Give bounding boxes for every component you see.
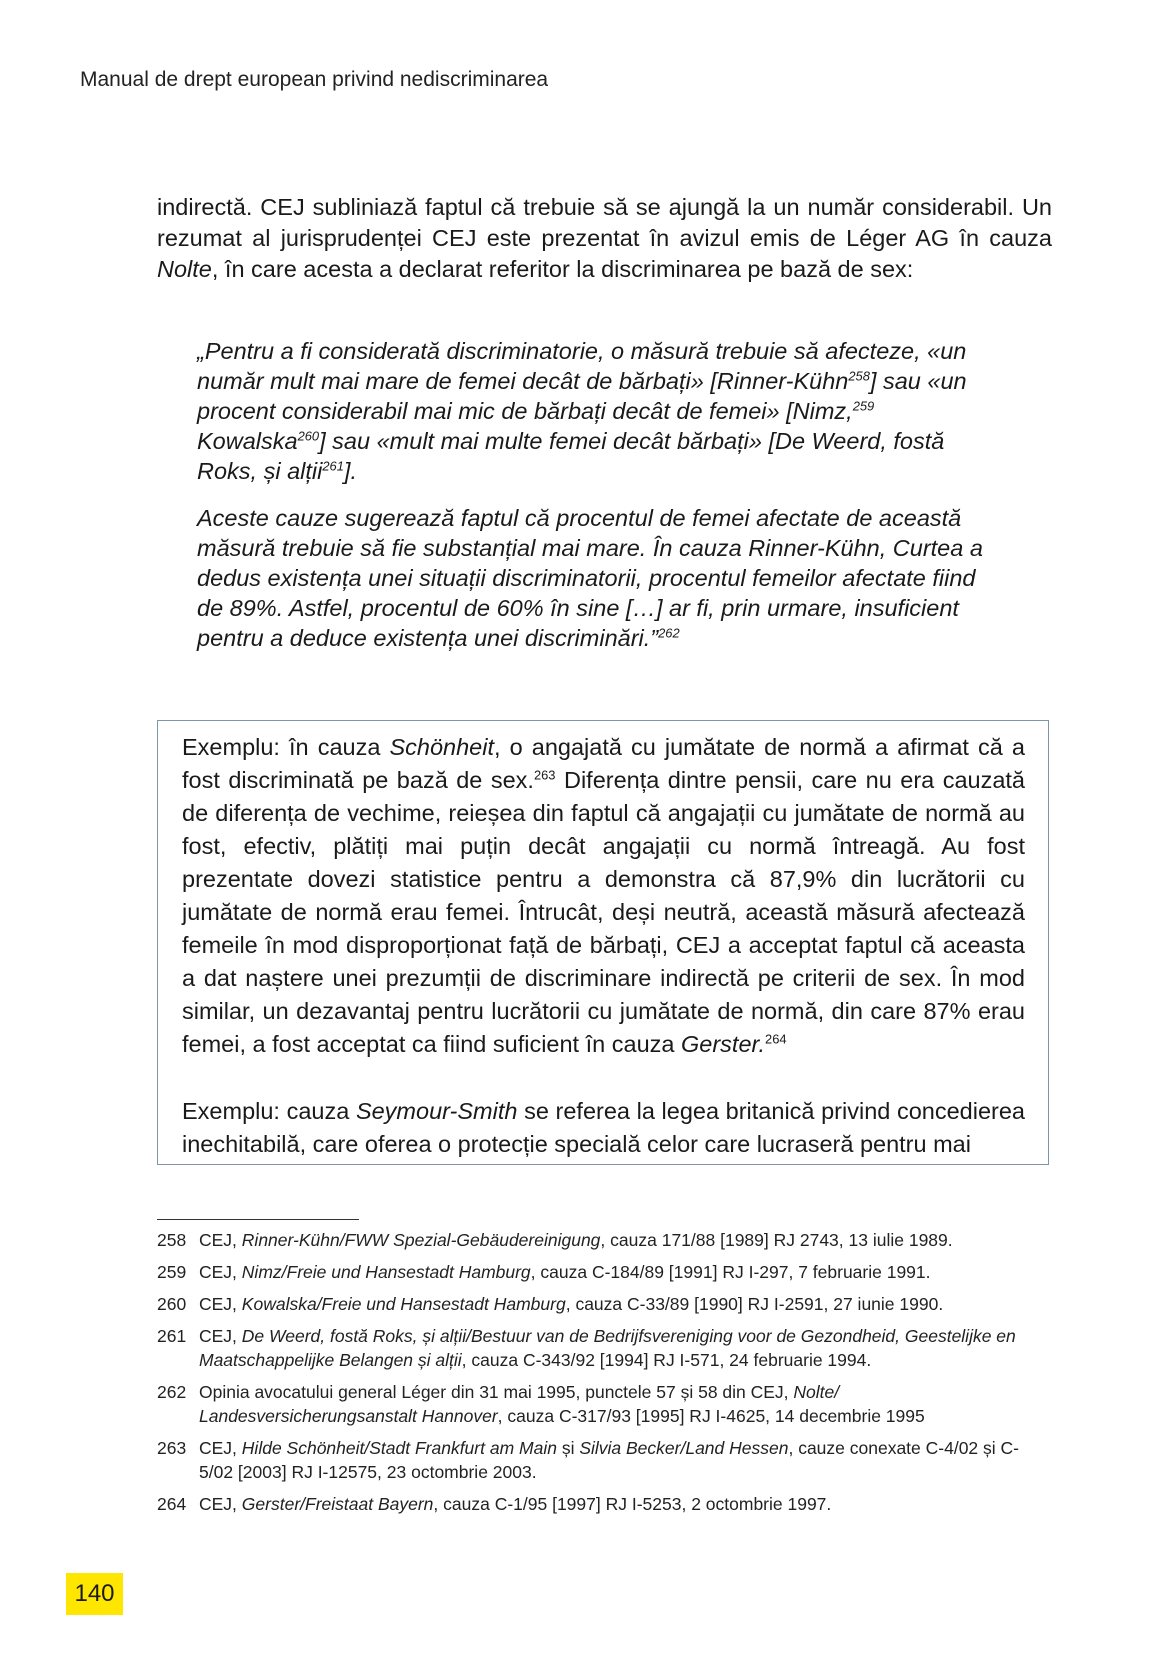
- example-text: Exemplu: cauza: [182, 1098, 356, 1124]
- quote-text: Kowalska: [197, 428, 298, 454]
- fn-part: CEJ,: [199, 1438, 242, 1458]
- fn-case: Kowalska/Freie und Hansestadt Hamburg: [241, 1294, 566, 1314]
- fn-case: Gerster/Freistaat Bayern: [241, 1494, 434, 1514]
- fn-part: Opinia avocatului general Léger din 31 mai 1995, punctele 57 și 58 din CEJ,: [199, 1382, 794, 1402]
- footnote-ref: 259: [852, 398, 875, 414]
- footnote-divider: [157, 1219, 359, 1220]
- footnote-text: [199, 1260, 1052, 1284]
- intro-paragraph: [157, 192, 1052, 285]
- fn-part: , cauza C-184/89 [1991] RJ I-297, 7 februarie 1991.: [530, 1262, 931, 1282]
- footnote-number: 263: [157, 1438, 187, 1458]
- footnote-number: 258: [157, 1230, 187, 1250]
- fn-part: CEJ,: [199, 1326, 242, 1346]
- fn-case: Rinner-Kühn/FWW Spezial-Gebäudereinigung: [241, 1230, 601, 1250]
- fn-part: CEJ,: [199, 1294, 242, 1314]
- fn-case: Nimz/Freie und Hansestadt Hamburg: [241, 1262, 531, 1282]
- fn-case: Silvia Becker/Land Hessen: [579, 1438, 789, 1458]
- quote-text: „Pentru a fi considerată discriminatorie, o măsură trebuie să afecteze, «un număr mult mai mare de femei decât de bărbați» [Rinner-Kühn: [197, 338, 967, 394]
- footnote-number: 259: [157, 1262, 187, 1282]
- footnote-text: [199, 1292, 1052, 1316]
- quote-text: ].: [343, 458, 357, 484]
- footnote-259: [157, 1260, 1052, 1284]
- quote-text: ] sau «un procent considerabil mai mic de bărbați decât de femei» [Nimz,: [197, 368, 967, 424]
- footnote-text: [199, 1436, 1052, 1484]
- footnote-258: [157, 1228, 1052, 1252]
- intro-text: indirectă. CEJ subliniază faptul că trebuie să se ajungă la un număr considerabil. Un rezumat al jurisprudenței CEJ este prezentat în avizul emis de Léger AG în cauza: [157, 194, 1052, 251]
- footnote-number: 262: [157, 1382, 187, 1402]
- running-header: Manual de drept european privind nediscriminarea: [80, 68, 549, 91]
- fn-part: CEJ,: [199, 1494, 242, 1514]
- fn-part: , cauza C-343/92 [1994] RJ I-571, 24 februarie 1994.: [461, 1350, 872, 1370]
- fn-part: CEJ,: [199, 1230, 242, 1250]
- footnotes: [157, 1228, 1052, 1524]
- block-quote: [197, 336, 997, 670]
- fn-part: CEJ,: [199, 1262, 242, 1282]
- example-text: se referea la legea britanică privind concedierea inechitabilă, care oferea o protecție specială celor care lucraseră pentru mai: [182, 1098, 1026, 1157]
- example-case-name: Schönheit: [389, 734, 495, 760]
- footnote-text: [199, 1380, 1052, 1428]
- fn-case: Nolte/ Landesversicherungsanstalt Hannover: [199, 1382, 840, 1426]
- quote-paragraph-2: [197, 503, 997, 653]
- quote-paragraph-1: [197, 336, 997, 486]
- footnote-text: [199, 1492, 1052, 1516]
- footnote-ref: 258: [848, 368, 870, 384]
- example-1: [182, 731, 1025, 1061]
- fn-part: , cauza C-1/95 [1997] RJ I-5253, 2 octombrie 1997.: [433, 1494, 832, 1514]
- intro-case-name: Nolte: [157, 256, 212, 282]
- example-2: [182, 1095, 1025, 1161]
- quote-text: ] sau «mult mai multe femei decât bărbați» [De Weerd, fostă Roks, și alții: [197, 428, 945, 484]
- fn-part: , cauze conexate C-4/02 și C-5/02 [2003] RJ I-12575, 23 octombrie 2003.: [199, 1438, 1019, 1482]
- fn-part: , cauza C-317/93 [1995] RJ I-4625, 14 decembrie 1995: [497, 1406, 925, 1426]
- footnote-261: [157, 1324, 1052, 1372]
- footnote-number: 260: [157, 1294, 187, 1314]
- quote-text: Aceste cauze sugerează faptul că procentul de femei afectate de această măsură trebuie să fie substanțial mai mare. În cauza Rinner-Kühn, Curtea a dedus existența unei situații discriminatorii, procentul femeilor afectate fiind de 89%. Astfel, procentul de 60% în sine […] ar fi, prin urmare, insuficient pentru a deduce existența unei discriminări.”: [197, 505, 983, 651]
- fn-part: și: [556, 1438, 580, 1458]
- fn-part: , cauza C-33/89 [1990] RJ I-2591, 27 iunie 1990.: [565, 1294, 944, 1314]
- example-case-name: Gerster.: [681, 1031, 766, 1057]
- intro-text-end: , în care acesta a declarat referitor la discriminarea pe bază de sex:: [211, 256, 914, 282]
- footnote-ref: 263: [533, 767, 556, 783]
- footnote-ref: 261: [322, 458, 344, 474]
- footnote-ref: 264: [765, 1031, 787, 1047]
- footnote-number: 261: [157, 1326, 187, 1346]
- footnote-260: [157, 1292, 1052, 1316]
- example-text: Diferența dintre pensii, care nu era cauzată de diferența de vechime, reieșea din faptul că angajații cu jumătate de normă au fost, efectiv, plătiți mai puțin decât angajații cu normă întreagă. Au fost prezentate dovezi statistice pentru a demonstra că 87,9% din lucrătorii cu jumătate de normă erau femei. Întrucât, deși neutră, această măsură afectează femeile în mod disproporționat față de bărbați, CEJ a acceptat faptul că aceasta a dat naștere unei prezumții de discriminare indirectă pe criterii de sex. În mod similar, un dezavantaj pentru lucrătorii cu jumătate de normă, din care 87% erau femei, a fost acceptat ca fiind suficient în cauza: [182, 767, 1025, 1057]
- example-text: Exemplu: în cauza: [182, 734, 390, 760]
- page-number: 140: [66, 1573, 123, 1615]
- footnote-ref: 262: [658, 625, 680, 641]
- footnote-264: [157, 1492, 1052, 1516]
- footnote-text: [199, 1324, 1052, 1372]
- footnote-number: 264: [157, 1494, 187, 1514]
- fn-part: , cauza 171/88 [1989] RJ 2743, 13 iulie 1989.: [600, 1230, 953, 1250]
- example-case-name: Seymour-Smith: [355, 1098, 518, 1124]
- footnote-262: [157, 1380, 1052, 1428]
- fn-case: De Weerd, fostă Roks, și alții/Bestuur van de Bedrijfsvereniging voor de Gezondheid, Geestelijke en Maatschappelijke Belangen și alții: [199, 1326, 1016, 1370]
- footnote-text: [199, 1228, 1052, 1252]
- fn-case: Hilde Schönheit/Stadt Frankfurt am Main: [241, 1438, 557, 1458]
- example-box: [157, 720, 1049, 1165]
- footnote-263: [157, 1436, 1052, 1484]
- example-text: , o angajată cu jumătate de normă a afirmat că a fost discriminată pe bază de sex.: [182, 734, 1025, 793]
- footnote-ref: 260: [297, 428, 320, 444]
